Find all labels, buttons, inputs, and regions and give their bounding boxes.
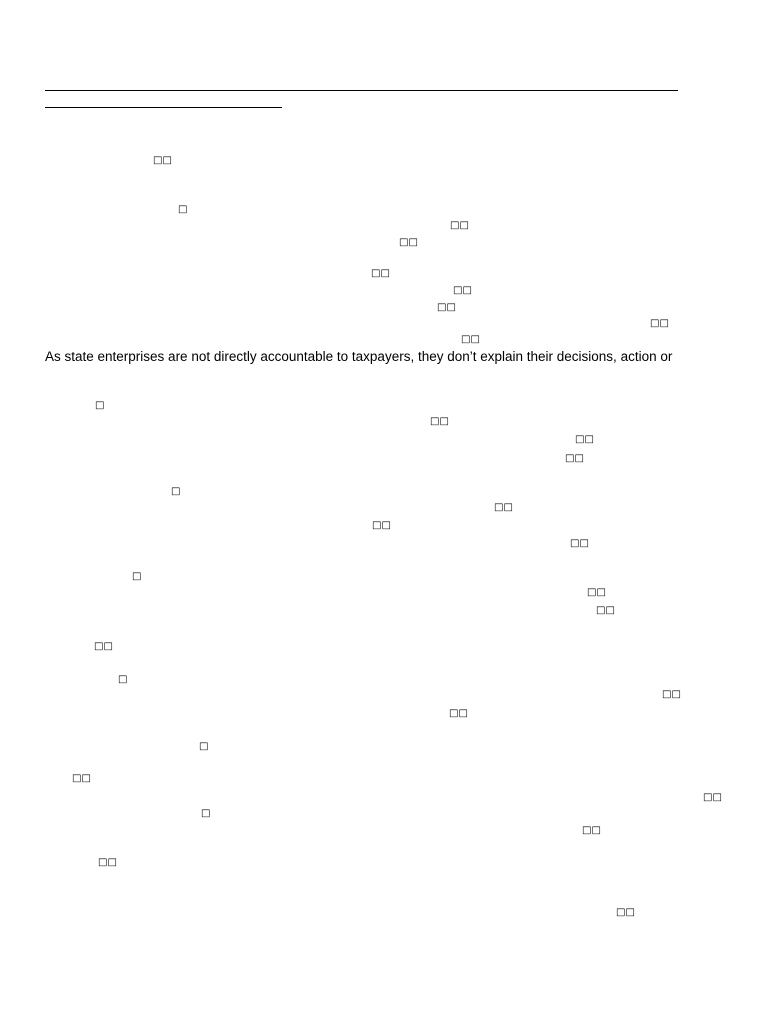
missing-glyph-mark: □□ xyxy=(450,220,469,231)
missing-glyph-mark: □□ xyxy=(587,587,606,598)
missing-glyph-mark: □□ xyxy=(399,237,418,248)
missing-glyph-mark: □□ xyxy=(449,708,468,719)
missing-glyph-mark: □ xyxy=(132,571,142,582)
missing-glyph-mark: □□ xyxy=(494,502,513,513)
missing-glyph-mark: □□ xyxy=(565,453,584,464)
missing-glyph-mark: □□ xyxy=(430,416,449,427)
missing-glyph-mark: □□ xyxy=(94,641,113,652)
missing-glyph-mark: □□ xyxy=(98,857,117,868)
missing-glyph-mark: □□ xyxy=(596,605,615,616)
missing-glyph-mark: □□ xyxy=(461,334,480,345)
missing-glyph-mark: □ xyxy=(118,674,128,685)
missing-glyph-mark: □□ xyxy=(582,825,601,836)
missing-glyph-mark: □□ xyxy=(153,155,172,166)
missing-glyph-mark: □□ xyxy=(616,907,635,918)
missing-glyph-mark: □□ xyxy=(453,285,472,296)
missing-glyph-mark: □□ xyxy=(650,318,669,329)
missing-glyph-mark: □□ xyxy=(372,520,391,531)
missing-glyph-mark: □□ xyxy=(437,302,456,313)
missing-glyph-mark: □□ xyxy=(703,792,722,803)
body-text-line: As state enterprises are not directly accountable to taxpayers, they don’t explain their decisions, action or xyxy=(45,349,673,364)
missing-glyph-mark: □□ xyxy=(371,268,390,279)
header-rule-short xyxy=(45,107,282,108)
missing-glyph-mark: □ xyxy=(201,808,211,819)
missing-glyph-mark: □□ xyxy=(570,538,589,549)
header-rule-long xyxy=(45,90,678,91)
missing-glyph-mark: □□ xyxy=(72,773,91,784)
missing-glyph-mark: □□ xyxy=(575,434,594,445)
missing-glyph-mark: □□ xyxy=(662,689,681,700)
missing-glyph-mark: □ xyxy=(199,741,209,752)
missing-glyph-mark: □ xyxy=(171,486,181,497)
missing-glyph-mark: □ xyxy=(95,400,105,411)
missing-glyph-mark: □ xyxy=(178,204,188,215)
